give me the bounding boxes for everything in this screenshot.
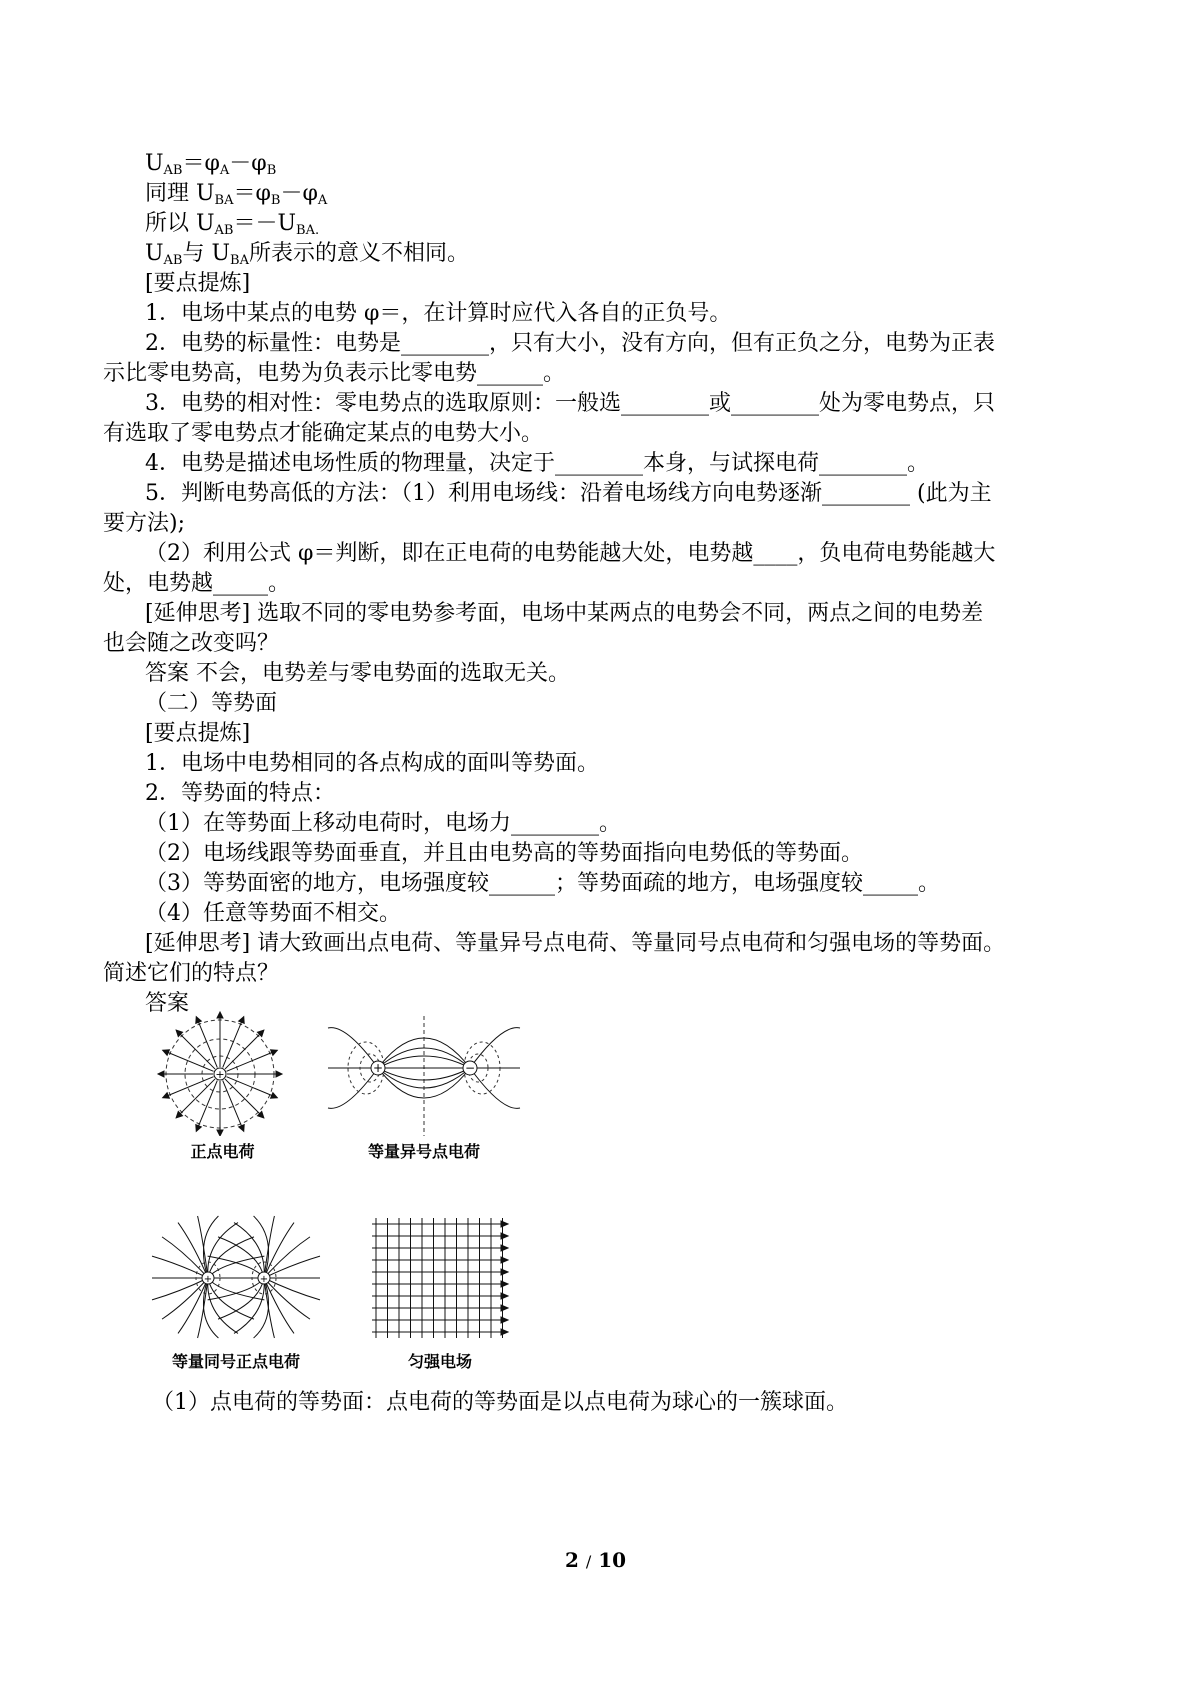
- field-line: [208, 1278, 264, 1300]
- field-line: [208, 1256, 264, 1278]
- svg-text:+: +: [203, 1274, 213, 1285]
- page-number: 2 / 10: [564, 1548, 627, 1572]
- arrowhead: [501, 1221, 508, 1227]
- meaning-note: $U_{AB}$与 $U_{BA}$所表示的意义不相同。: [145, 241, 470, 268]
- paragraph: （1）点电荷的等势面：点电荷的等势面是以点电荷为球心的一簇球面。: [152, 1390, 848, 1415]
- arrowhead: [501, 1269, 508, 1275]
- paragraph: （1）在等势面上移动电荷时，电场力________。: [145, 811, 621, 836]
- arrowhead: [501, 1329, 508, 1335]
- arrowhead: [239, 1017, 245, 1024]
- arrowhead: [271, 1093, 278, 1099]
- section-heading: [要点提炼]: [145, 271, 251, 296]
- dipole-figure: [326, 1014, 522, 1138]
- field-line: [223, 1017, 244, 1068]
- paragraph: 也会随之改变吗？: [103, 631, 280, 656]
- field-line: [162, 1237, 208, 1278]
- arrowhead: [158, 1071, 164, 1077]
- field-line: [225, 1030, 264, 1069]
- paragraph: 5．判断电势高低的方法：（1）利用电场线：沿着电场线方向电势逐渐________ (此为主: [145, 481, 992, 506]
- answer: 答案 不会，电势差与零电势面的选取无关。: [145, 661, 570, 686]
- paragraph: 2．电势的标量性：电势是________，只有大小，没有方向，但有正负之分，电势为正表: [145, 331, 995, 356]
- field-line: [162, 1278, 208, 1319]
- paragraph: （2）利用公式 φ＝判断，即在正电荷的电势能越大处，电势越____，负电荷电势能越大: [145, 541, 996, 566]
- field-line: [234, 1278, 264, 1333]
- paragraph: （4）任意等势面不相交。: [145, 901, 401, 926]
- formula-uab: $U_{AB}=\varphi_A-\varphi_B$: [145, 151, 277, 178]
- formula-uba: 同理 $U_{BA}=\varphi_B-\varphi_A$: [145, 181, 328, 208]
- field-line: [225, 1079, 264, 1118]
- like-charges-figure: [150, 1214, 322, 1340]
- arrowhead: [501, 1281, 508, 1287]
- figure-caption: 匀强电场: [407, 1352, 472, 1371]
- paragraph: 要方法);: [103, 511, 185, 536]
- svg-text:+: +: [372, 1061, 384, 1075]
- arrowhead: [501, 1317, 508, 1323]
- paragraph: 3．电势的相对性：零电势点的选取原则：一般选________或________处为零电势点，只: [145, 391, 995, 416]
- field-line: [163, 1077, 214, 1098]
- subsection-title: （二）等势面: [145, 691, 278, 716]
- paragraph: 1．电场中某点的电势 φ＝，在计算时应代入各自的正负号。: [145, 301, 732, 326]
- arrowhead: [501, 1257, 508, 1263]
- paragraph: 简述它们的特点？: [103, 961, 280, 986]
- uniform-field-figure: [370, 1216, 510, 1340]
- svg-text:+: +: [259, 1274, 269, 1285]
- arrowhead: [196, 1017, 202, 1024]
- arrowhead: [271, 1050, 278, 1056]
- arrowhead: [501, 1233, 508, 1239]
- extended-thinking: [延伸思考] 选取不同的零电势参考面，电场中某两点的电势会不同，两点之间的电势差: [145, 601, 984, 626]
- paragraph: 处，电势越_____。: [103, 571, 291, 596]
- positive-charge-figure: [150, 1008, 295, 1136]
- extended-thinking: [延伸思考] 请大致画出点电荷、等量异号点电荷、等量同号点电荷和匀强电场的等势面。: [145, 931, 1006, 956]
- arrowhead: [196, 1125, 202, 1132]
- field-line: [223, 1080, 244, 1131]
- field-line: [208, 1278, 238, 1333]
- field-line: [234, 1223, 264, 1278]
- arrowhead: [217, 1130, 223, 1136]
- arrowhead: [501, 1293, 508, 1299]
- svg-text:+: +: [215, 1068, 225, 1081]
- paragraph: （2）电场线跟等势面垂直，并且由电势高的等势面指向电势低的等势面。: [145, 841, 863, 866]
- field-line: [226, 1050, 277, 1071]
- figure-caption: 等量异号点电荷: [367, 1142, 480, 1161]
- field-line: [196, 1017, 217, 1068]
- field-line: [163, 1050, 214, 1071]
- paragraph: 示比零电势高，电势为负表示比零电势______。: [103, 361, 566, 386]
- field-line: [176, 1079, 215, 1118]
- paragraph: 4．电势是描述电场性质的物理量，决定于________本身，与试探电荷________。: [145, 451, 929, 476]
- answer-label: 答案: [145, 991, 190, 1016]
- paragraph: 2．等势面的特点：: [145, 781, 335, 806]
- paragraph: 有选取了零电势点才能确定某点的电势大小。: [103, 421, 544, 446]
- field-line: [264, 1237, 310, 1278]
- figure-caption: 等量同号正点电荷: [171, 1352, 300, 1371]
- arrowhead: [163, 1093, 170, 1099]
- paragraph: （3）等势面密的地方，电场强度较______；等势面疏的地方，电场强度较_____。: [145, 871, 940, 896]
- formula-conclusion: 所以 $U_{AB}=-U_{BA.}$: [145, 211, 320, 238]
- figure-caption: 正点电荷: [190, 1142, 255, 1161]
- field-line: [226, 1077, 277, 1098]
- field-line: [208, 1223, 238, 1278]
- section-heading: [要点提炼]: [145, 721, 251, 746]
- svg-text:−: −: [464, 1061, 476, 1075]
- field-line: [264, 1278, 310, 1319]
- arrowhead: [501, 1305, 508, 1311]
- field-line: [196, 1080, 217, 1131]
- arrowhead: [239, 1125, 245, 1132]
- arrowhead: [217, 1012, 223, 1018]
- arrowhead: [163, 1050, 170, 1056]
- paragraph: 1．电场中电势相同的各点构成的面叫等势面。: [145, 751, 599, 776]
- field-line: [176, 1030, 215, 1069]
- arrowhead: [276, 1071, 282, 1077]
- arrowhead: [501, 1245, 508, 1251]
